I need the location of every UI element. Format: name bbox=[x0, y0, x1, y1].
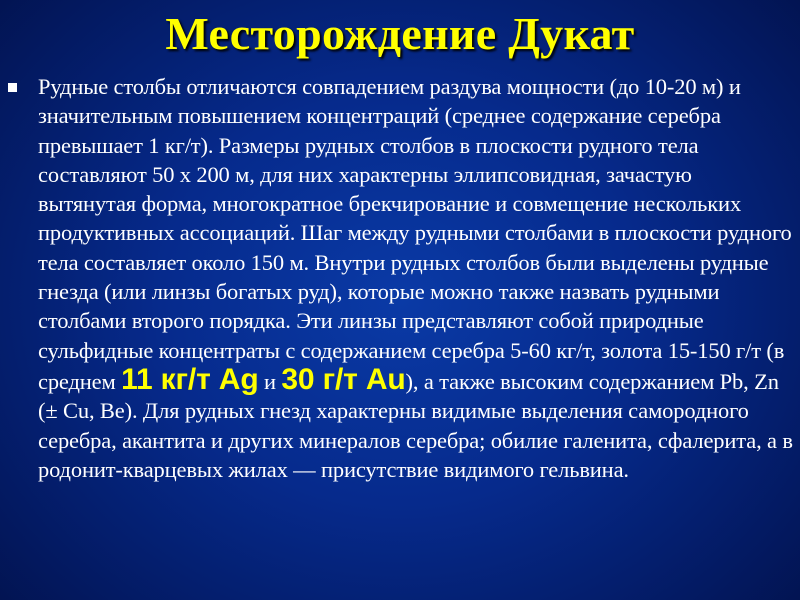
square-bullet-icon bbox=[8, 83, 17, 92]
slide-title: Месторождение Дукат bbox=[165, 8, 635, 59]
bullet-item bbox=[8, 72, 794, 484]
paragraph-text-part2: ), а также высоким содержанием Pb, Zn (± Cu, Be). Для рудных гнезд характерны видимые выделения самородного серебра, акантита и других минералов серебра; обилие галенита, сфалерита, а в родонит-кварцевых жилах — присутствие видимого гельвина. bbox=[38, 368, 793, 482]
highlight-silver-value: 11 кг/т Ag bbox=[121, 362, 259, 396]
highlight-gold-value: 30 г/т Au bbox=[281, 362, 406, 396]
paragraph-connector: и bbox=[258, 368, 282, 394]
bullet-paragraph bbox=[38, 72, 794, 484]
paragraph-text-part1: Рудные столбы отличаются совпадением раздува мощности (до 10-20 м) и значительным повышением концентраций (среднее содержание серебра превышает 1 кг/т). Размеры рудных столбов в плоскости рудного тела составляют 50 х 200 м, для них характерны эллипсовидная, зачастую вытянутая форма, многократное брекчирование и совмещение нескольких продуктивных ассоциаций. Шаг между рудными столбами в плоскости рудного тела составляет около 150 м. Внутри рудных столбов были выделены рудные гнезда (или линзы богатых руд), которые можно также назвать рудными столбами второго порядка. Эти линзы представляют собой природные сульфидные концентраты с содержанием серебра 5-60 кг/т, золота 15-150 г/т (в среднем bbox=[38, 74, 792, 394]
